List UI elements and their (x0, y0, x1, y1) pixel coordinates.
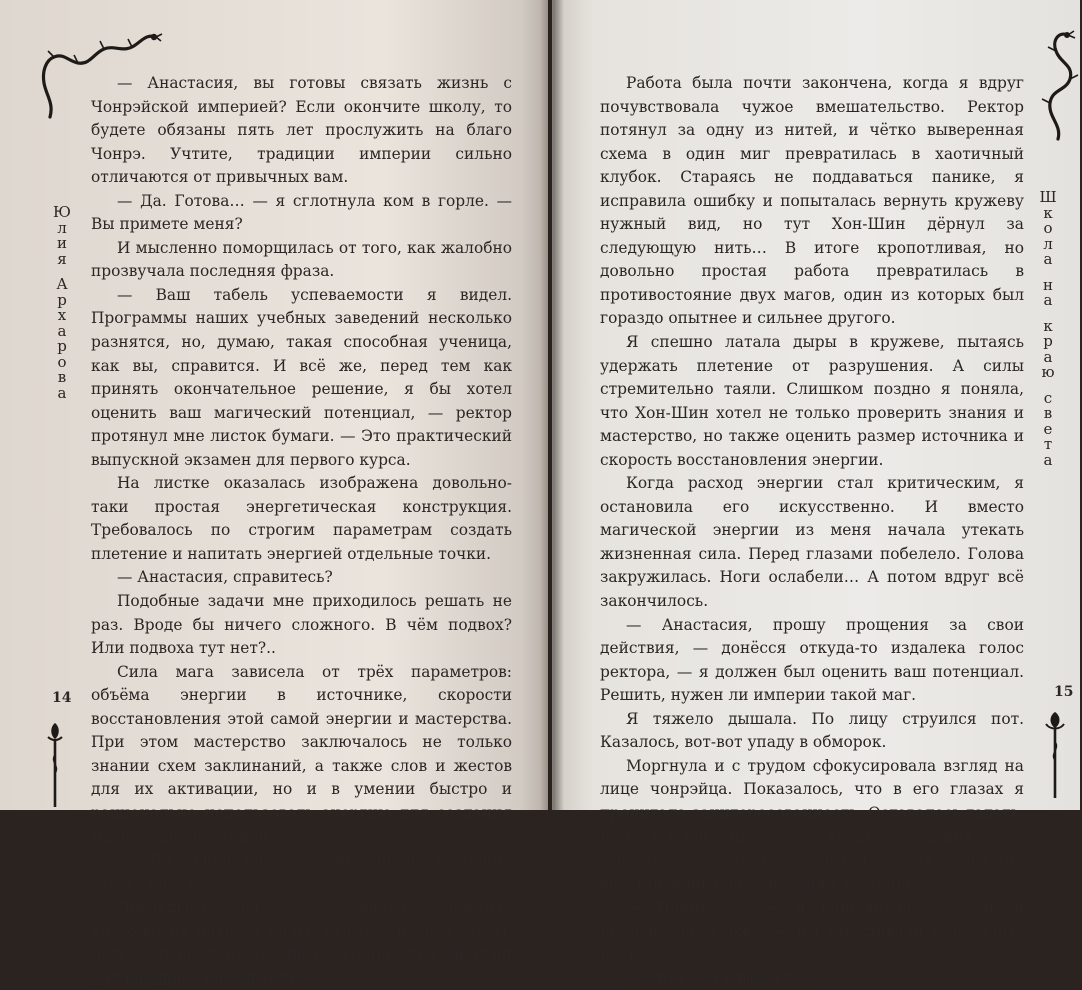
paragraph: — Да, справлюсь, — не очень уверенно отозвалась я. (91, 851, 512, 893)
right-page (552, 0, 1080, 987)
dragon-ornament-icon (1022, 25, 1082, 145)
paragraph: Я тяжело дышала. По лицу струился пот. Казалось, вот-вот упаду в обморок. (600, 709, 1024, 752)
page-number-right: 15 (1054, 684, 1074, 700)
book-gutter (540, 0, 564, 810)
paragraph: Подобные задачи мне приходилось решать не раз. Вроде бы ничего сложного. В чём подвох? Или подвоха тут нет?.. (91, 592, 512, 658)
paragraph: Я спешно латала дыры в кружеве, пытаясь удержать плетение от разрушения. А силы стремительно таяли. Слишком поздно я поняла, что Хон-Шин хотел не только проверить знания и мастерство, но также оценить размер источника и скорость восстановления энергии. (600, 333, 1024, 469)
right-running-head: Ш к о л а н а к р а ю с в е т а (1039, 188, 1057, 469)
left-page-text (91, 72, 512, 990)
paragraph: Когда расход энергии стал критическим, я остановила его искусственно. И вместо магической энергии из меня начала утекать жизненная сила. Перед глазами побелело. Голова закружилась. Ноги ослабели… А потом вдруг всё закончилось. (600, 474, 1024, 611)
paragraph: — Анастасия, справитесь? (117, 568, 333, 587)
paragraph: Моргнула и с трудом сфокусировала взгляд на лице чонрэйца. Показалось, что в его глазах я прочитала заинтересованность. Оставалось гадать, чем вызван интерес? Архимаг оценил моё мастерство? Или заметил, как быстро восстанавливалась энергия в источнике? (600, 756, 1024, 893)
paragraph: Работа была почти закончена, когда я вдруг почувствовала чужое вмешательство. Ректор потянул за одну из нитей, и чётко выверенная схема в один миг превратилась в хаотичный клубок. Стараясь не поддаваться панике, я исправила ошибку и попыталась вернуть кружеву нужный вид, но тут Хон-Шин дёрнул за следующую нить… В итоге кропотливая, но довольно простая работа превратилась в противостояние двух магов, один из которых был гораздо опытнее и сильнее другого. (600, 74, 1024, 328)
staff-ornament-icon (40, 715, 70, 810)
paragraph: — Ваш табель успеваемости я видел. Программы наших учебных заведений несколько разнятся, но, думаю, такая способная ученица, как вы, справится. И всё же, перед тем как принять окончательное решение, я бы хотел оценить ваш магический потенциал, — ректор протянул мне листок бумаги. — Это практический выпускной экзамен для первого курса. (91, 285, 512, 469)
page-number-left: 14 (52, 690, 72, 706)
paragraph: На листке оказалась изображена довольно-таки простая энергетическая конструкция. Требовалось по строгим параметрам создать плетение и напитать энергией отдельные точки. (91, 474, 512, 563)
staff-ornament-icon (1040, 706, 1070, 801)
right-page-text (600, 72, 1024, 990)
paragraph: — Анастасия, прошу прощения за свои действия, — донёсся откуда-то издалека голос ректора, — я должен был оценить ваш потенциал. Решить, нужен ли империи такой маг. (600, 615, 1024, 705)
paragraph: — Анастасия, вы готовы связать жизнь с Чонрэйской империей? Если окончите школу, то будете обязаны пять лет прослужить на благо Чонрэ. Учтите, традиции империи сильно отличаются от привычных вам. (91, 74, 512, 187)
paragraph: Поглядывая на схему, начала сплетать кружево из потоков силы. Быстро, но без суеты, чётко отмеряя необходимое количество энергии для каждой узловой точки. (91, 898, 512, 987)
paragraph: — Понимаю… — я кашлянула в кулак и произнесла твёрже: — Вы взвешивали возможные риски. (600, 898, 1024, 964)
paragraph: — Да. Готова… — я сглотнула ком в горле. — Вы примете меня? (91, 191, 512, 234)
paragraph: И мысленно поморщилась от того, как жалобно прозвучала последняя фраза. (91, 238, 512, 281)
left-running-head: Ю л и я А р х а р о в а (53, 203, 71, 402)
paragraph: Ректор Хон улыбнулся. (626, 968, 816, 987)
paragraph: Сила мага зависела от трёх параметров: объёма энергии в источнике, скорости восстановления этой самой энергии и мастерства. При этом мастерство заключалось не только знании схем заклинаний, а также слов и жестов для их активации, но и в умении быстро и рационально использовать энергию для создания магических плетений. (91, 662, 512, 846)
